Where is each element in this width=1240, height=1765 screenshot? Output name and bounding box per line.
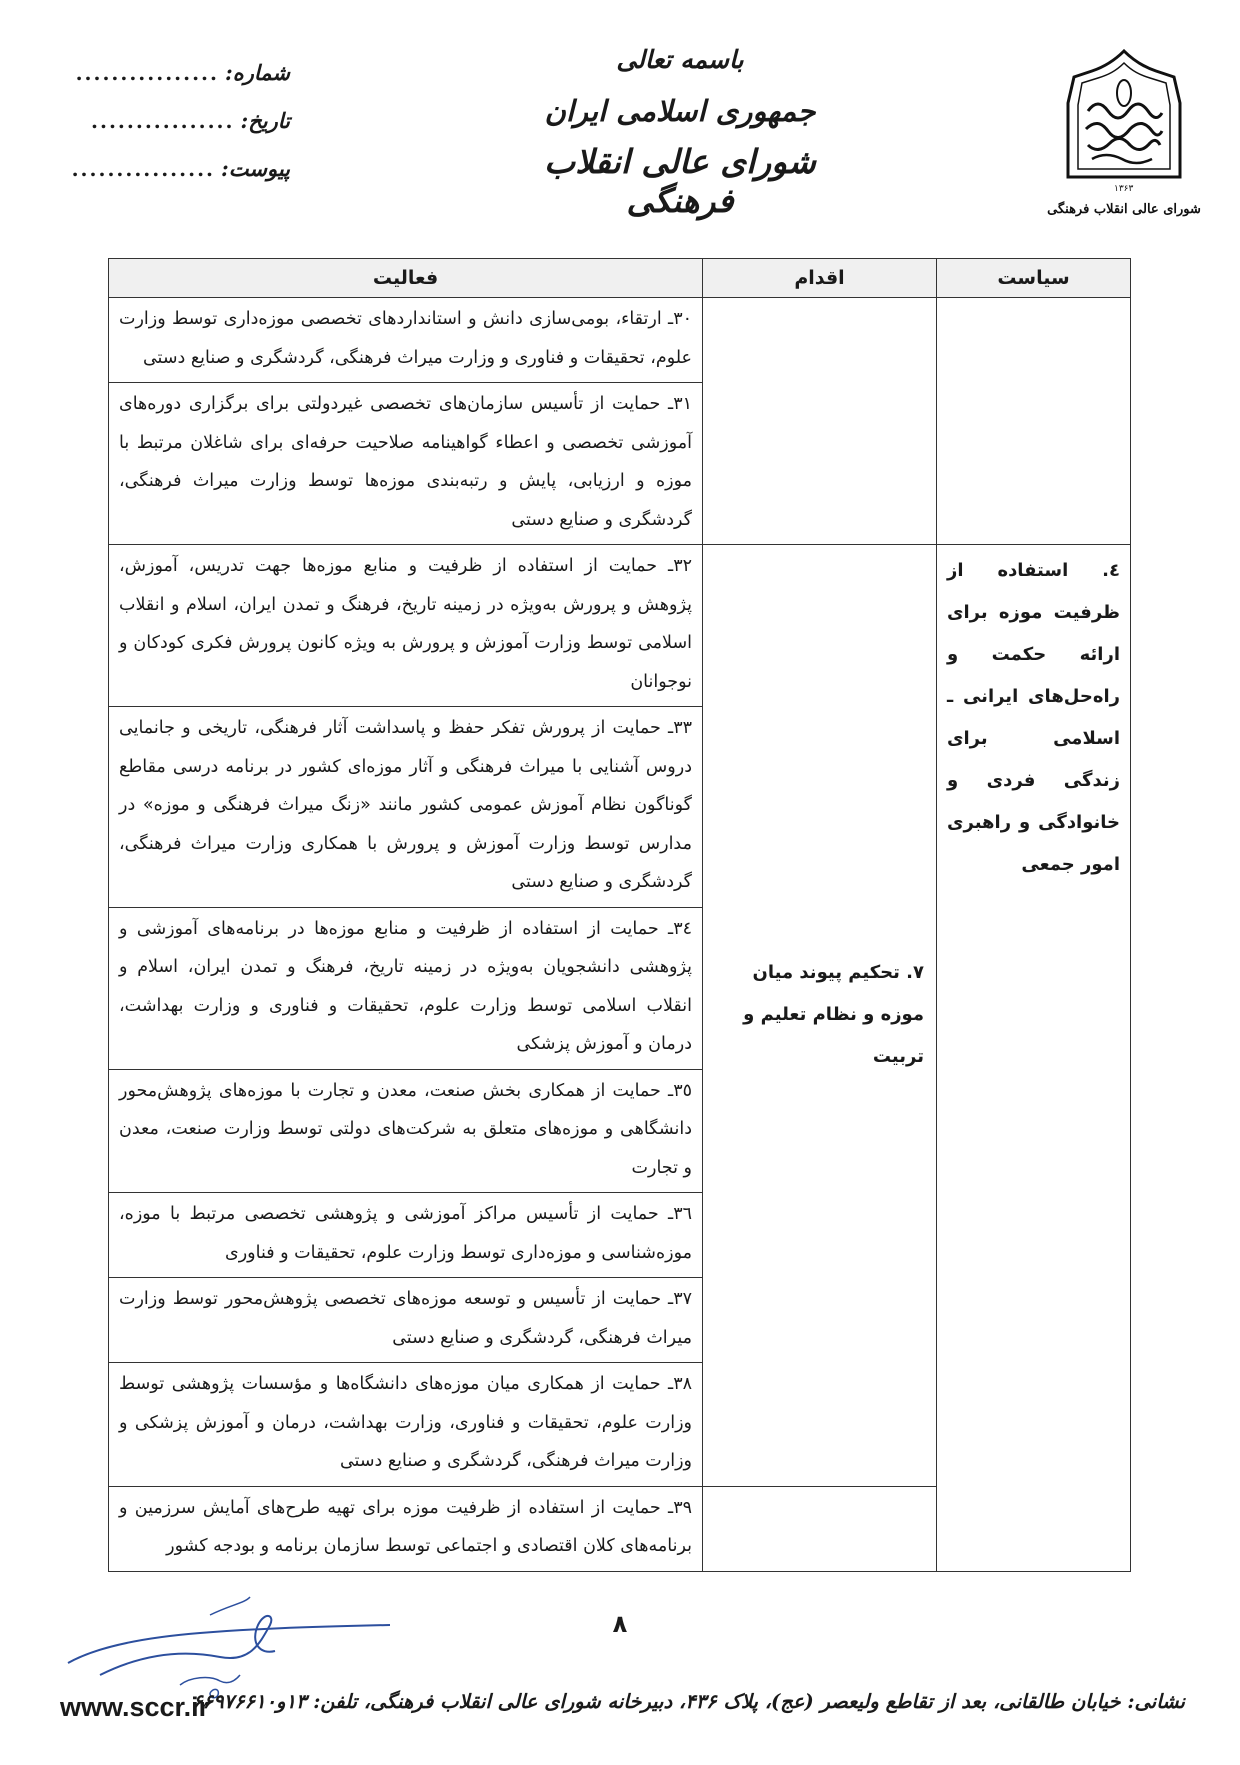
table-row: [109, 298, 1131, 383]
header-policy: سیاست: [937, 259, 1131, 298]
address-line: نشانی: خیابان طالقانی، بعد از تقاطع ولیعصر (عج)، پلاک ۴۳۶، دبیرخانه شورای عالی انقلاب فرهنگی، تلفن: ۱۳و۶۶۹۷۶۶۱۰: [192, 1690, 1185, 1713]
attachment-field: [55, 156, 290, 204]
table-header-row: [109, 259, 1131, 298]
letterhead: [500, 45, 860, 220]
logo-year: ۱۳۶۳: [1114, 184, 1134, 194]
activity-35: ٣٥ـ حمایت از همکاری بخش صنعت، معدن و تجارت با موزه‌های پژوهش‌محور دانشگاهی و موزه‌های متعلق به شرکت‌های دولتی توسط وزارت صنعت، معدن و تجارت: [109, 1069, 703, 1193]
date-field: [55, 108, 290, 156]
action-cell-empty: [703, 298, 937, 545]
attachment-dots: ................: [71, 157, 215, 181]
date-label: تاریخ:: [240, 108, 290, 133]
activity-33: ٣٣ـ حمایت از پرورش تفکر حفظ و پاسداشت آثار فرهنگی، تاریخی و جانمایی دروس آشنایی با میراث فرهنگی و آثار موزه‌ای کشور در برنامه درسی مقاطع گوناگون نظام آموزش عمومی کشور مانند «زنگ میراث فرهنگی و موزه» در مدارس توسط وزارت آموزش و پرورش با همکاری وزارت میراث فرهنگی، گردشگری و صنایع دستی: [109, 707, 703, 908]
website-link[interactable]: www.sccr.ir: [60, 1692, 210, 1722]
table-row: [109, 545, 1131, 707]
policy-4: ٤. استفاده از ظرفیت موزه برای ارائه حکمت و راه‌حل‌های ایرانی ـ اسلامی برای زندگی فردی و خانوادگی و راهبری امور جمعی: [937, 545, 1131, 1572]
letter-meta: [55, 60, 290, 204]
activity-38: ٣٨ـ حمایت از همکاری میان موزه‌های دانشگاه‌ها و مؤسسات پژوهشی توسط وزارت علوم، تحقیقات و فناوری، وزارت بهداشت، درمان و آموزش پزشکی و وزارت میراث فرهنگی، گردشگری و صنایع دستی: [109, 1363, 703, 1487]
signature-image: [60, 1585, 400, 1705]
activity-34: ٣٤ـ حمایت از استفاده از ظرفیت و منابع موزه‌ها در برنامه‌های آموزشی و پژوهشی دانشجویان به‌ویژه در زمینه تاریخ، فرهنگ و تمدن ایران، اسلام و انقلاب اسلامی توسط وزارت علوم، تحقیقات و فناوری و وزارت بهداشت، درمان و آموزش پزشکی: [109, 907, 703, 1069]
logo-caption: شورای عالی انقلاب فرهنگی: [1047, 202, 1201, 217]
activity-30: ٣٠ـ ارتقاء، بومی‌سازی دانش و استانداردهای تخصصی موزه‌داری توسط وزارت علوم، تحقیقات و فناوری و وزارت میراث فرهنگی، گردشگری و صنایع دستی: [109, 298, 703, 383]
policy-cell-empty: [937, 298, 1131, 545]
header-activity: فعالیت: [109, 259, 703, 298]
council-logo: [1047, 45, 1201, 225]
activity-32: ٣٢ـ حمایت از استفاده از ظرفیت و منابع موزه‌ها جهت تدریس، آموزش، پژوهش و پرورش به‌ویژه در زمینه تاریخ، فرهنگ و تمدن ایران، اسلام و انقلاب اسلامی توسط وزارت آموزش و پرورش به ویژه کانون پرورش فکری کودکان و نوجوانان: [109, 545, 703, 707]
action-cell-empty: [703, 1486, 937, 1571]
country-heading: جمهوری اسلامی ایران: [544, 94, 816, 128]
number-dots: ................: [75, 61, 219, 85]
date-dots: ................: [91, 109, 235, 133]
activity-31: ٣١ـ حمایت از تأسیس سازمان‌های تخصصی غیردولتی برای برگزاری دوره‌های آموزشی تخصصی و اعطاء گواهینامه صلاحیت حرفه‌ای برای شاغلان مرتبط با موزه و ارزیابی، پایش و رتبه‌بندی موزه‌ها توسط وزارت میراث فرهنگی، گردشگری و صنایع دستی: [109, 383, 703, 545]
policy-table: [108, 258, 1131, 1572]
number-field: [55, 60, 290, 108]
header-action: اقدام: [703, 259, 937, 298]
activity-37: ٣٧ـ حمایت از تأسیس و توسعه موزه‌های تخصصی پژوهش‌محور توسط وزارت میراث فرهنگی، گردشگری و صنایع دستی: [109, 1278, 703, 1363]
number-label: شماره:: [224, 60, 290, 85]
page-number: ٨: [612, 1610, 628, 1638]
attachment-label: پیوست:: [221, 156, 290, 181]
council-heading: شورای عالی انقلاب فرهنگی: [544, 142, 816, 220]
bismillah-heading: باسمه تعالی: [616, 45, 744, 74]
action-7: ٧. تحکیم پیوند میان موزه و نظام تعلیم و تربیت: [703, 545, 937, 1487]
activity-36: ٣٦ـ حمایت از تأسیس مراکز آموزشی و پژوهشی تخصصی مرتبط با موزه، موزه‌شناسی و موزه‌داری توسط وزارت علوم، تحقیقات و فناوری: [109, 1193, 703, 1278]
activity-39: ٣٩ـ حمایت از استفاده از ظرفیت موزه برای تهیه طرح‌های آمایش سرزمین و برنامه‌های کلان اقتصادی و اجتماعی توسط سازمان برنامه و بودجه کشور: [109, 1486, 703, 1571]
